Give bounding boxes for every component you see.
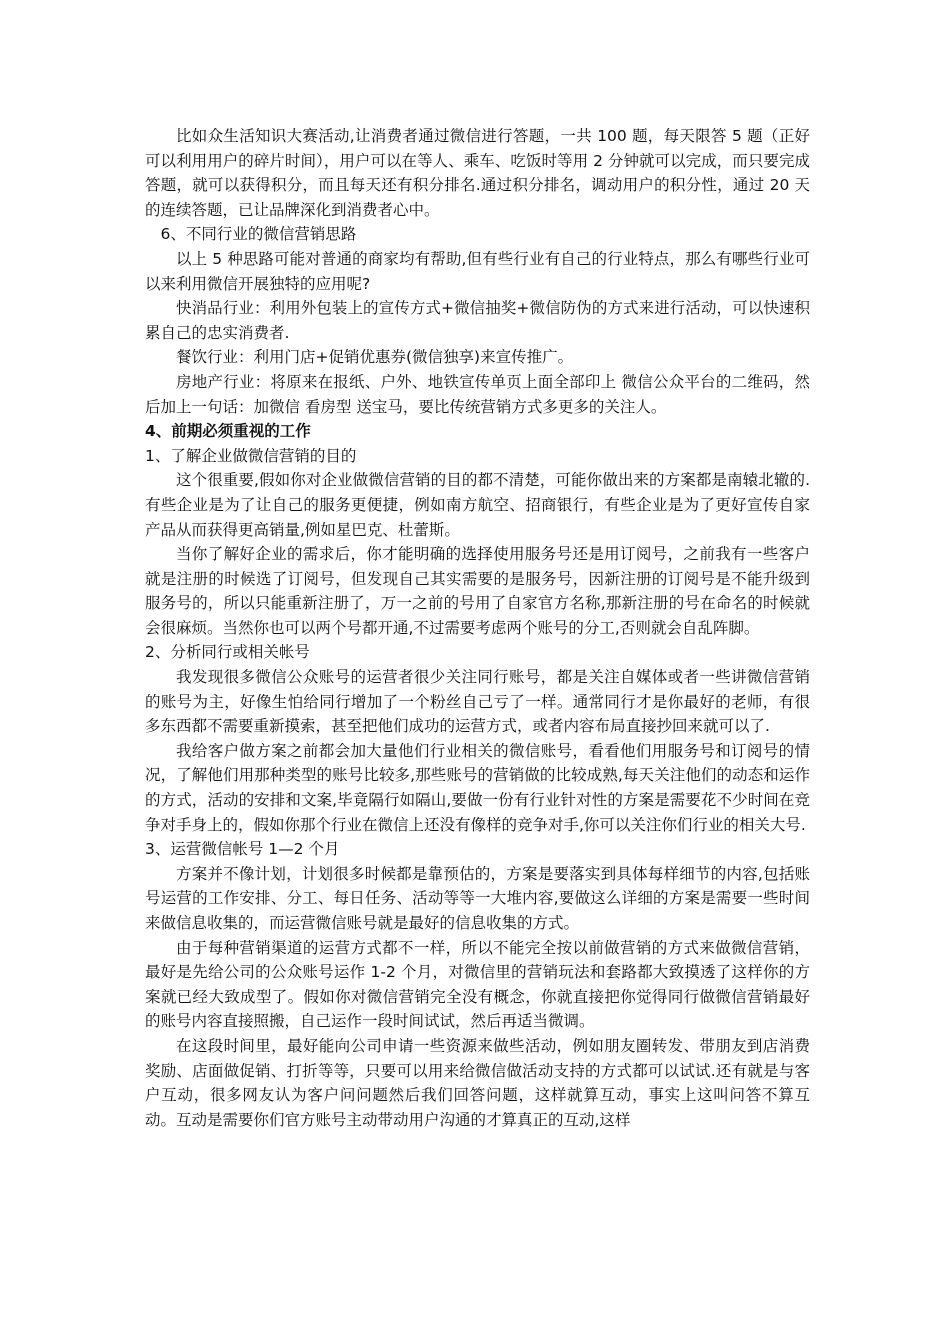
paragraph-catering: 餐饮行业：利用门店+促销优惠券(微信独享)来宣传推广。 [176, 348, 574, 367]
document-body [145, 124, 810, 1132]
paragraph-quiz-activity: 比如众生活知识大赛活动,让消费者通过微信进行答题，一共 100 题，每天限答 5 题（正好可以利用用户的碎片时间），用户可以在等人、乘车、吃饭时等用 2 分钟就可以完成，而只要完成答题，就可以获得积分，而且每天还有积分排名.通过积分排名，调动用户的积分性，通过 20 天的连续答题，已让品牌深化到消费者心中。 [145, 127, 810, 219]
subheading-industry-ideas: 6、不同行业的微信营销思路 [160, 225, 357, 244]
paragraph-fmcg: 快消品行业：利用外包装上的宣传方式+微信抽奖+微信防伪的方式来进行活动，可以快速积累自己的忠实消费者. [145, 299, 810, 342]
subheading-analyze-peers: 2、分析同行或相关帐号 [145, 643, 310, 662]
paragraph-account-type: 当你了解好企业的需求后，你才能明确的选择使用服务号还是用订阅号，之前我有一些客户就是注册的时候选了订阅号，但发现自己其实需要的是服务号，因新注册的订阅号是不能升级到服务号的，所以只能重新注册了，万一之前的号用了自家官方名称,那新注册的号在命名的时候就会很麻烦。当然你也可以两个号都开通,不过需要考虑两个账号的分工,否则就会自乱阵脚。 [145, 545, 810, 637]
paragraph-plan-vs-scheme: 方案并不像计划，计划很多时候都是靠预估的，方案是要落实到具体每样细节的内容,包括账号运营的工作安排、分工、每日任务、活动等等一大堆内容,要做这么详细的方案是需要一些时间来做信息收集的，而运营微信账号就是最好的信息收集的方式。 [145, 864, 810, 932]
subheading-understand-purpose: 1、了解企业做微信营销的目的 [145, 446, 357, 465]
paragraph-follow-peers: 我发现很多微信公众账号的运营者很少关注同行账号，都是关注自媒体或者一些讲微信营销的账号为主，好像生怕给同行增加了一个粉丝自己亏了一样。通常同行才是你最好的老师，有很多东西都不需要重新摸索，甚至把他们成功的运营方式，或者内容布局直接抄回来就可以了. [145, 668, 810, 736]
paragraph-industry-intro: 以上 5 种思路可能对普通的商家均有帮助,但有些行业有自己的行业特点，那么有哪些行业可以来利用微信开展独特的应用呢? [145, 249, 810, 293]
paragraph-activities-interaction: 在这段时间里，最好能向公司申请一些资源来做些活动，例如朋友圈转发、带朋友到店消费奖励、店面做促销、打折等等，只要可以用来给微信做活动支持的方式都可以试试.还有就是与客户互动，很多网友认为客户问问题然后我们回答问题，这样就算互动，事实上这叫问答不算互动。互动是需要你们官方账号主动带动用户沟通的才算真正的互动,这样 [145, 1036, 810, 1129]
paragraph-client-research: 我给客户做方案之前都会加大量他们行业相关的微信账号，看看他们用服务号和订阅号的情况，了解他们用那种类型的账号比较多,那些账号的营销做的比较成熟,每天关注他们的动态和运作的方式，活动的安排和文案,毕竟隔行如隔山,要做一份有行业针对性的方案是需要花不少时间在竞争对手身上的，假如你那个行业在微信上还没有像样的竞争对手,你可以关注你们行业的相关大号. [145, 741, 810, 834]
section-heading-preparation: 4、前期必须重视的工作 [145, 422, 311, 441]
paragraph-real-estate: 房地产行业：将原来在报纸、户外、地铁宣传单页上面全部印上 微信公众平台的二维码，然后加上一句话：加微信 看房型 送宝马，要比传统营销方式多更多的关注人。 [145, 372, 810, 416]
paragraph-operate-trial: 由于每种营销渠道的运营方式都不一样，所以不能完全按以前做营销的方式来做微信营销，最好是先给公司的公众账号运作 1-2 个月，对微信里的营销玩法和套路都大致摸透了这样你的方案就已经大致成型了。假如你对微信营销完全没有概念，你就直接把你觉得同行做微信营销最好的账号内容直接照搬，自己运作一段时间试试，然后再适当微调。 [145, 938, 810, 1031]
subheading-operate-account: 3、运营微信帐号 1—2 个月 [145, 840, 340, 859]
paragraph-purpose-importance: 这个很重要,假如你对企业做微信营销的目的都不清楚，可能你做出来的方案都是南辕北辙的.有些企业是为了让自己的服务更便捷，例如南方航空、招商银行，有些企业是为了更好宣传自家产品从而获得更高销量,例如星巴克、杜蕾斯。 [145, 471, 810, 539]
